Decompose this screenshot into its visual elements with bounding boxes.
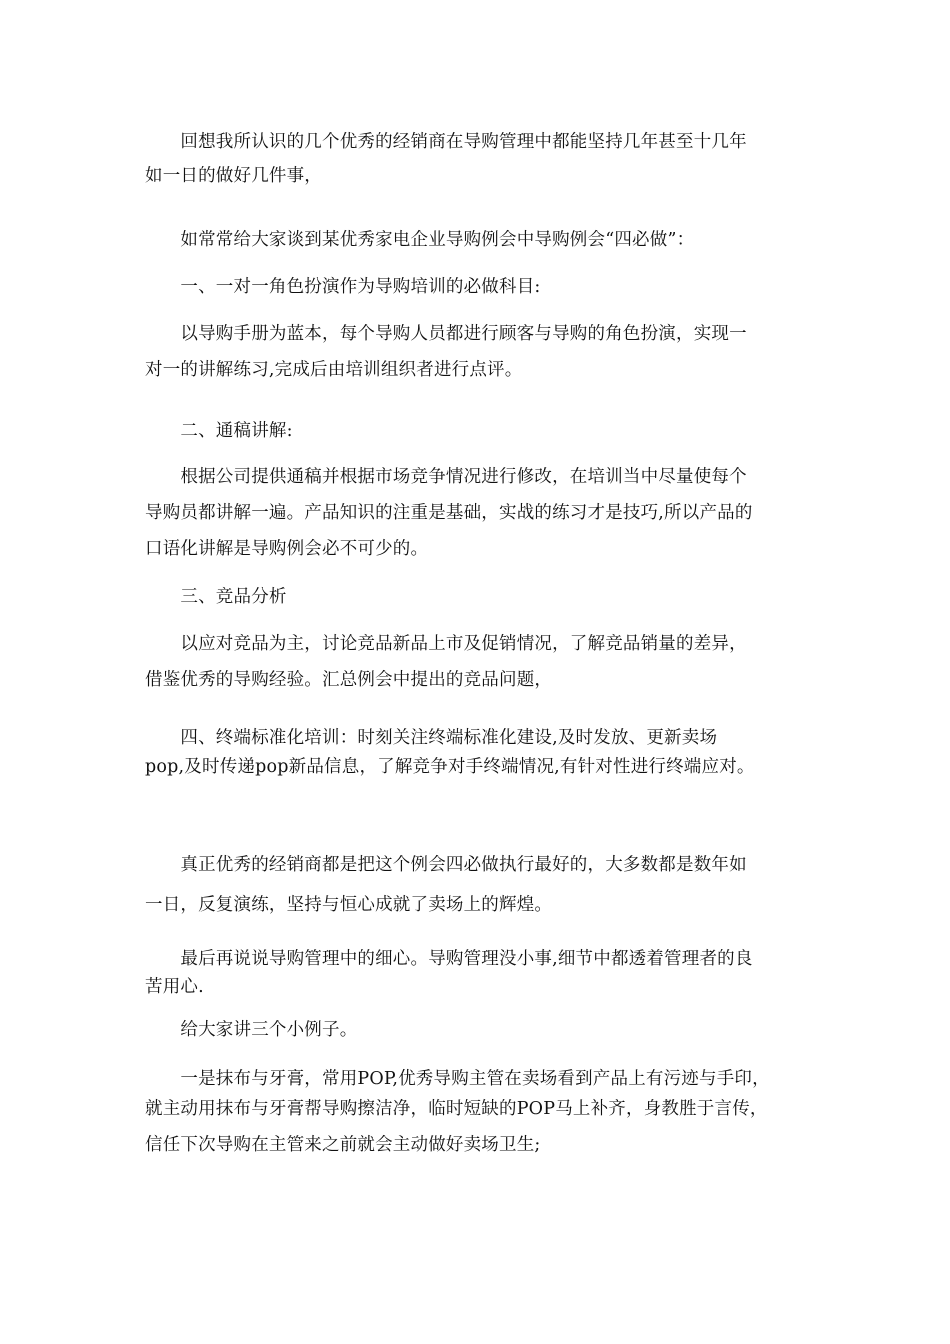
text-line: 二、通稿讲解: xyxy=(145,421,293,441)
heading-competitor xyxy=(145,580,810,614)
text-line: 最后再说说导购管理中的细心。导购管理没小事,细节中都透着管理者的良 xyxy=(145,949,753,969)
text-line: 对一的讲解练习,完成后由培训组织者进行点评。 xyxy=(145,360,523,380)
text-line: 真正优秀的经销商都是把这个例会四必做执行最好的，大多数都是数年如 xyxy=(145,855,747,875)
text-line: 就主动用抹布与牙膏帮导购擦洁净，临时短缺的POP马上补齐，身教胜于言传， xyxy=(145,1099,768,1119)
text-line: 如常常给大家谈到某优秀家电企业导购例会中导购例会“四必做”： xyxy=(145,230,695,250)
text-line: 给大家讲三个小例子。 xyxy=(145,1020,358,1040)
heading-role-play xyxy=(145,270,810,304)
text-line: 回想我所认识的几个优秀的经销商在导购管理中都能坚持几年甚至十几年 xyxy=(145,132,747,152)
paragraph-three-examples xyxy=(145,1013,810,1047)
text-line: 口语化讲解是导购例会必不可少的。 xyxy=(145,539,429,559)
paragraph-role-play xyxy=(145,316,810,388)
paragraph-four-musts xyxy=(145,223,810,257)
text-line: 一、一对一角色扮演作为导购培训的必做科目: xyxy=(145,277,541,297)
paragraph-example-one xyxy=(145,1064,810,1160)
text-line: 如一日的做好几件事， xyxy=(145,166,322,186)
heading-script xyxy=(145,414,810,448)
paragraph-terminal-training xyxy=(145,724,810,782)
text-line: 以应对竞品为主，讨论竞品新品上市及促销情况，了解竞品销量的差异， xyxy=(145,634,747,654)
paragraph-script xyxy=(145,459,810,567)
paragraph-excellent-dealers xyxy=(145,845,810,925)
text-line: 根据公司提供通稿并根据市场竞争情况进行修改，在培训当中尽量使每个 xyxy=(145,467,747,487)
text-line: 借鉴优秀的导购经验。汇总例会中提出的竞品问题， xyxy=(145,670,553,690)
paragraph-attention-to-detail xyxy=(145,945,810,1001)
paragraph-intro xyxy=(145,125,810,193)
paragraph-competitor xyxy=(145,626,810,698)
text-line: 一是抹布与牙膏，常用POP,优秀导购主管在卖场看到产品上有污迹与手印， xyxy=(145,1069,770,1089)
text-line: 三、竞品分析 xyxy=(145,587,287,607)
text-line: 四、终端标准化培训：时刻关注终端标准化建设,及时发放、更新卖场 xyxy=(145,728,718,748)
text-line: 导购员都讲解一遍。产品知识的注重是基础，实战的练习才是技巧,所以产品的 xyxy=(145,503,753,523)
text-line: pop,及时传递pop新品信息，了解竞争对手终端情况,有针对性进行终端应对。 xyxy=(145,757,755,777)
text-line: 一日，反复演练，坚持与恒心成就了卖场上的辉煌。 xyxy=(145,895,553,915)
text-line: 以导购手册为蓝本，每个导购人员都进行顾客与导购的角色扮演，实现一 xyxy=(145,324,747,344)
text-line: 信任下次导购在主管来之前就会主动做好卖场卫生; xyxy=(145,1135,541,1155)
text-line: 苦用心. xyxy=(145,977,204,997)
